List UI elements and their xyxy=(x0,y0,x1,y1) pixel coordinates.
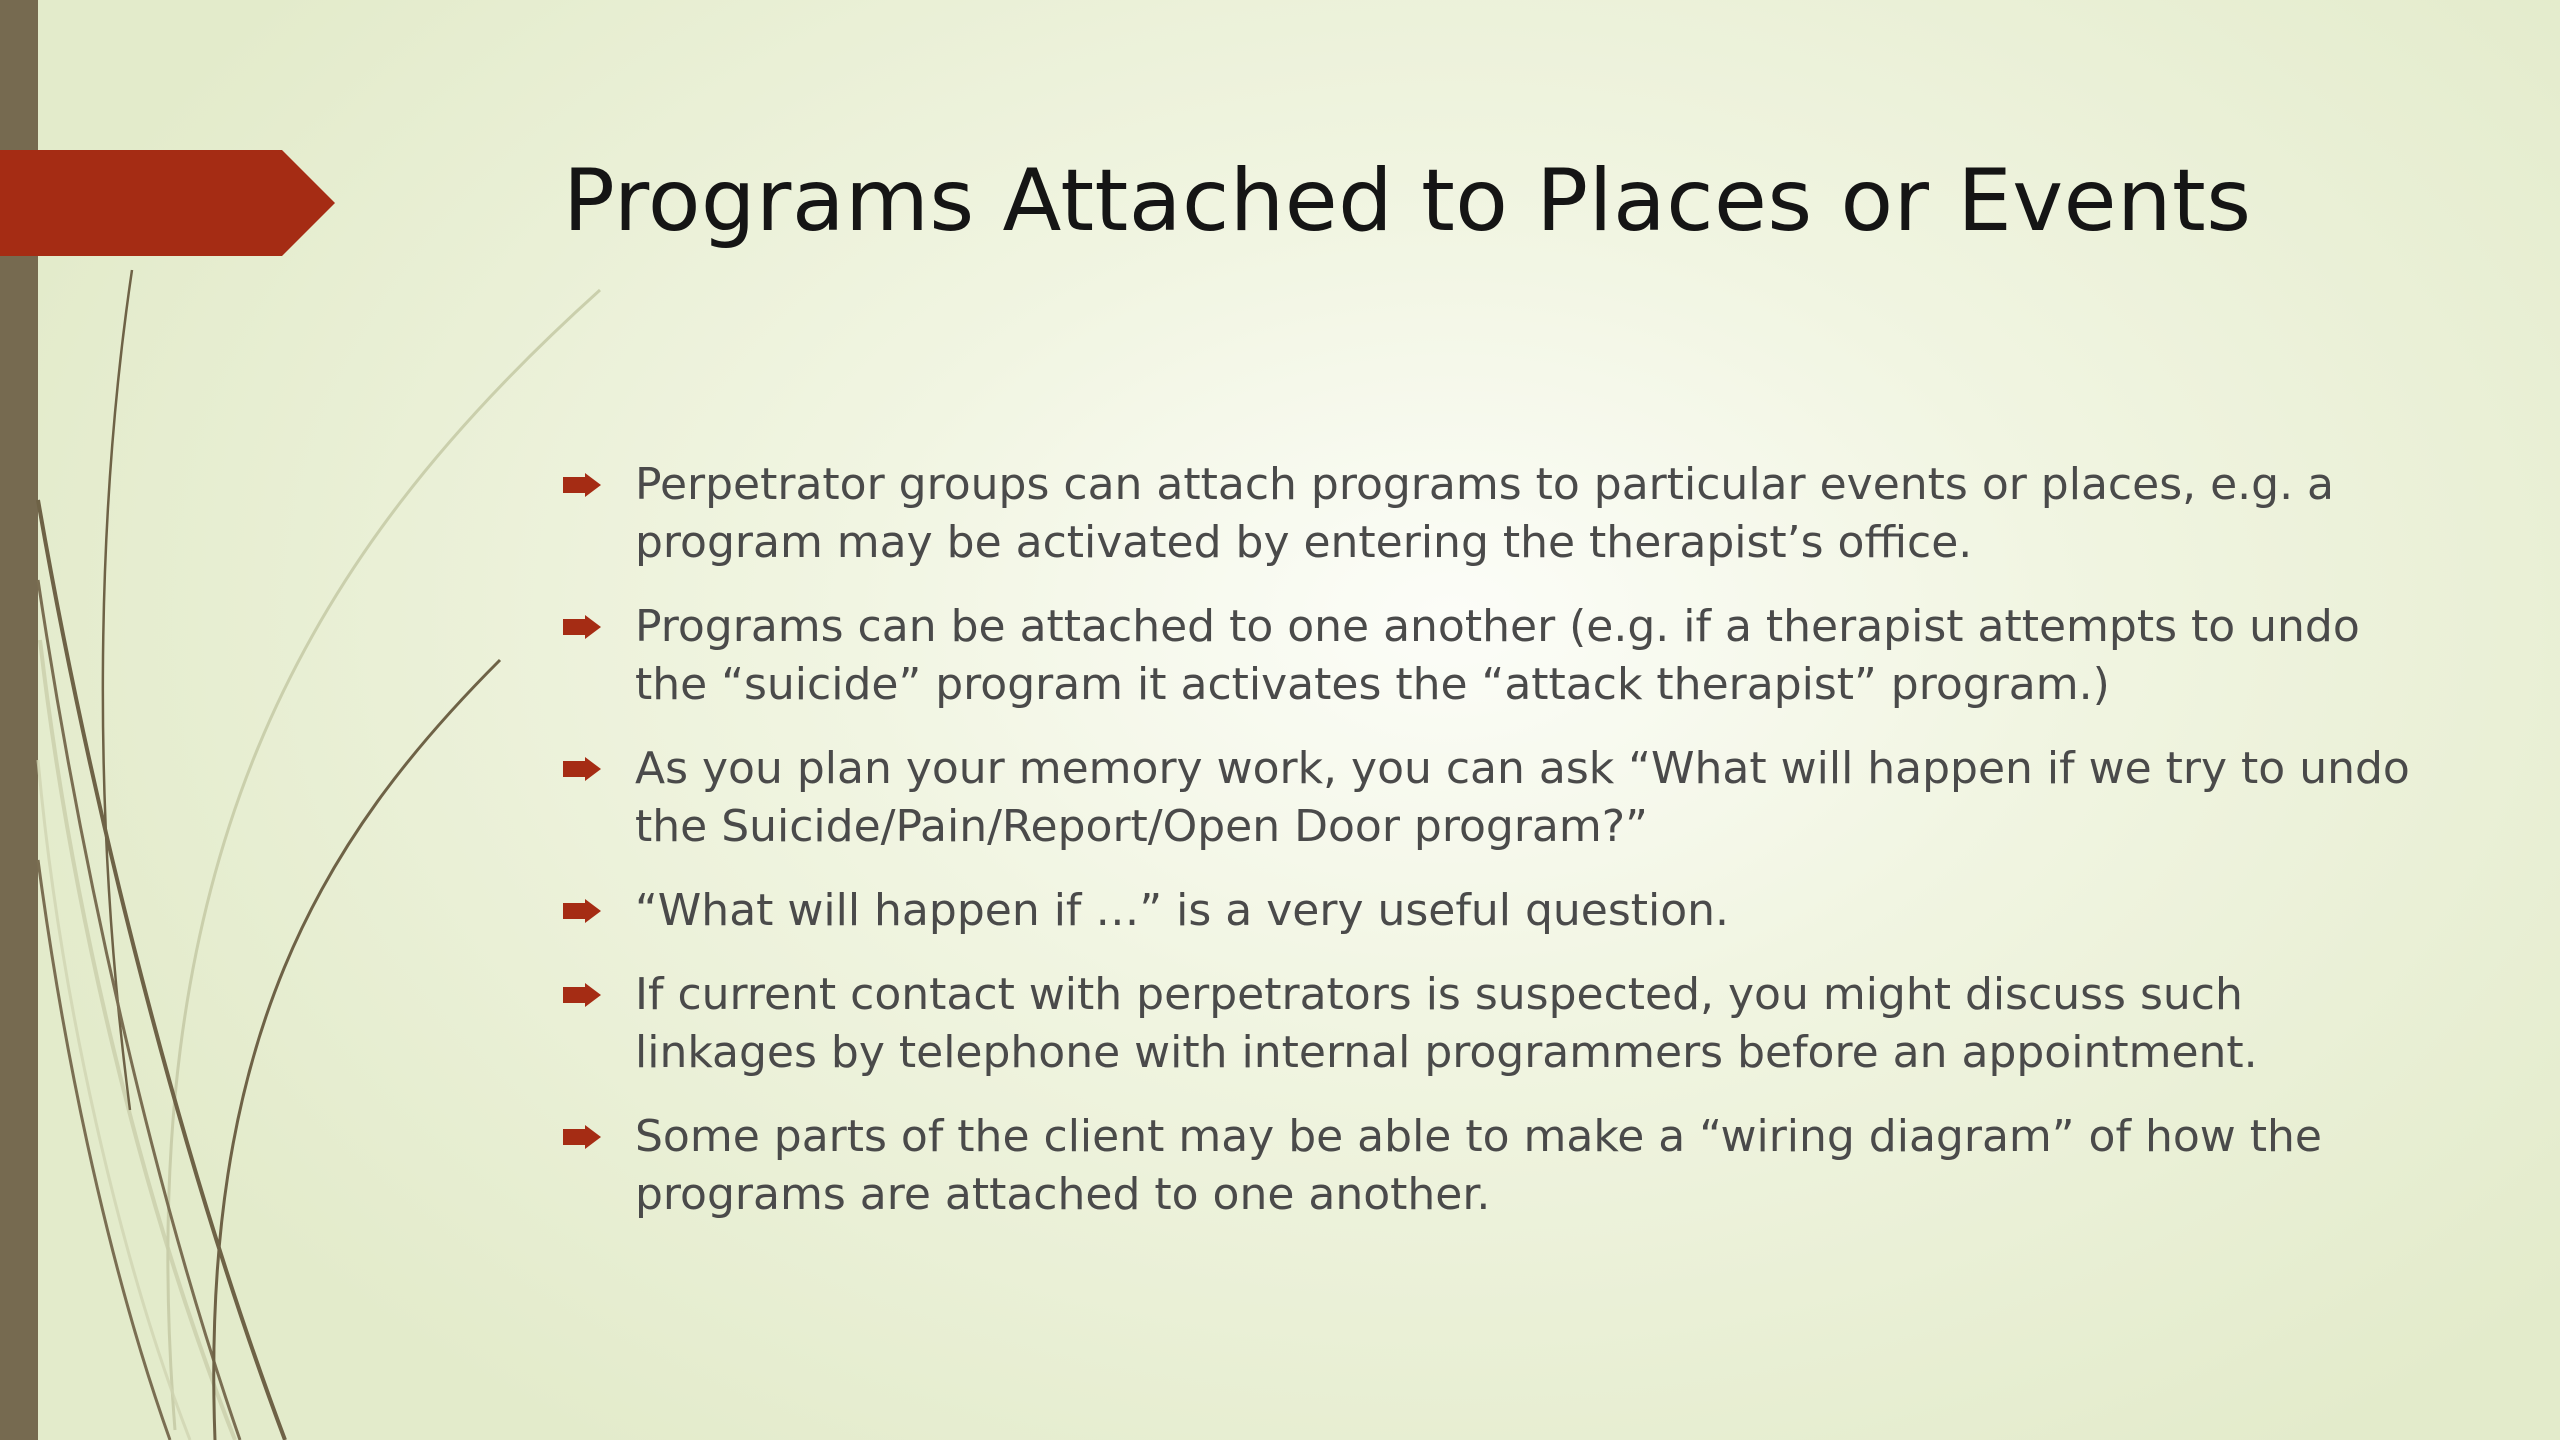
arrow-bullet-icon xyxy=(563,473,601,497)
arrow-bullet-icon xyxy=(563,899,601,923)
bullet-text: Some parts of the client may be able to make a “wiring diagram” of how the programs are attached to one another. xyxy=(635,1111,2322,1220)
bullet-item xyxy=(563,1108,2413,1224)
bullet-text: “What will happen if …” is a very useful question. xyxy=(635,885,1730,936)
bullet-text: As you plan your memory work, you can ask “What will happen if we try to undo the Suicide/Pain/Report/Open Door program?” xyxy=(635,743,2410,852)
curve-dark-3 xyxy=(214,660,500,1440)
arrow-bullet-icon xyxy=(563,1125,601,1149)
arrow-bullet-icon xyxy=(563,983,601,1007)
curve-dark-1 xyxy=(38,500,285,1440)
slide-title: Programs Attached to Places or Events xyxy=(563,151,2252,251)
curve-faint-long xyxy=(168,290,600,1430)
arrow-bullet-icon xyxy=(563,615,601,639)
bullet-list xyxy=(563,456,2413,1250)
bullet-item xyxy=(563,740,2413,856)
bullet-item xyxy=(563,598,2413,714)
arrow-bullet-icon xyxy=(563,757,601,781)
bullet-item xyxy=(563,966,2413,1082)
title-arrow-banner xyxy=(0,150,335,256)
bullet-text: Programs can be attached to one another (e.g. if a therapist attempts to undo the “suicide” program it activates the “attack therapist” program.) xyxy=(635,601,2360,710)
bullet-item xyxy=(563,882,2413,940)
bullet-text: If current contact with perpetrators is suspected, you might discuss such linkages by telephone with internal programmers before an appointment. xyxy=(635,969,2258,1078)
curve-dark-2 xyxy=(38,580,240,1440)
curve-thin-top xyxy=(103,270,132,1110)
bullet-item xyxy=(563,456,2413,572)
bullet-text: Perpetrator groups can attach programs to particular events or places, e.g. a program may be activated by entering the therapist’s office. xyxy=(635,459,2335,568)
